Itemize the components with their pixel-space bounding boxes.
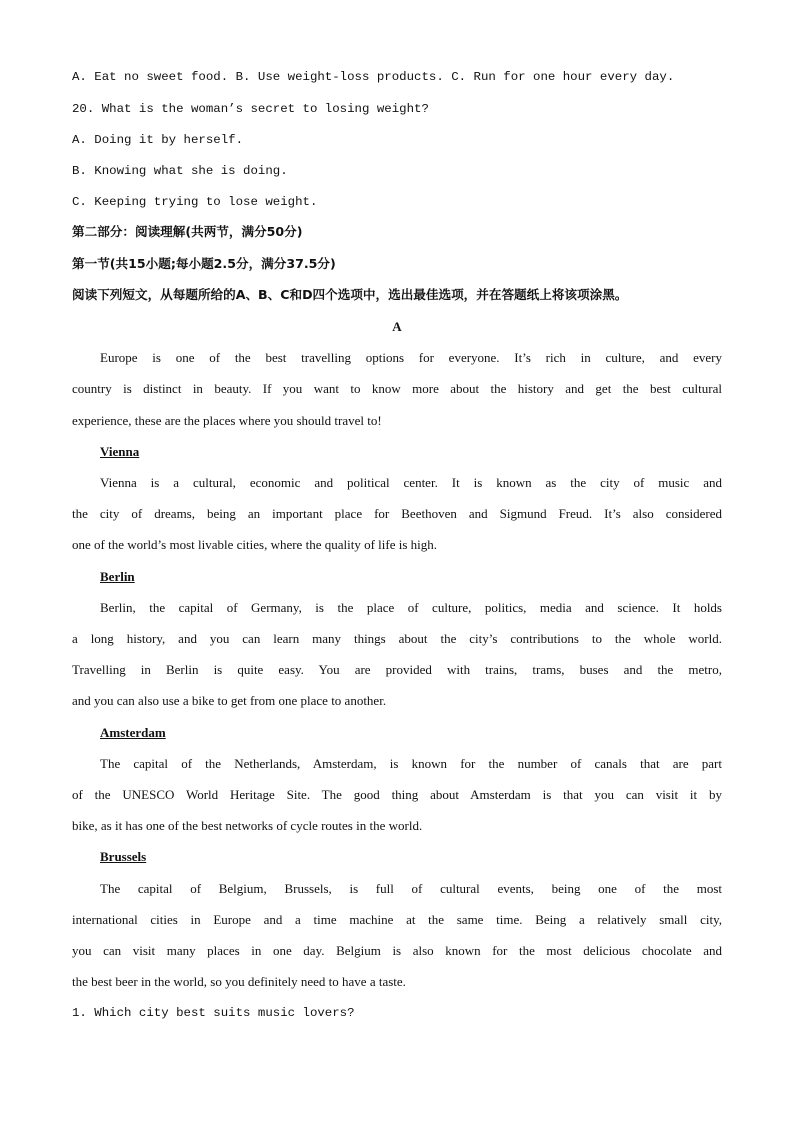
- section2-instruction: 阅读下列短文，从每题所给的A、B、C和D四个选项中，选出最佳选项，并在答题纸上将该项涂黑。: [72, 287, 628, 302]
- passage-label: A: [392, 319, 402, 334]
- brussels-line: The capital of Belgium, Brussels, is full of cultural events, being one of the most: [100, 881, 722, 896]
- q19-options: A. Eat no sweet food. B. Use weight-loss products. C. Run for one hour every day.: [72, 70, 675, 84]
- q20-option-c: C. Keeping trying to lose weight.: [72, 195, 318, 209]
- city-heading-amsterdam: Amsterdam: [100, 725, 166, 740]
- brussels-line: the best beer in the world, so you definitely need to have a taste.: [72, 974, 406, 989]
- berlin-line: a long history, and you can learn many things about the city’s contributions to the whole world.: [72, 631, 722, 646]
- city-heading-berlin: Berlin: [100, 569, 135, 584]
- vienna-line: one of the world’s most livable cities, where the quality of life is high.: [72, 537, 438, 552]
- section2-title: 第二部分：阅读理解(共两节，满分50分): [72, 224, 303, 239]
- q20-question: 20. What is the woman’s secret to losing weight?: [72, 102, 429, 116]
- berlin-line: and you can also use a bike to get from one place to another.: [72, 693, 387, 708]
- vienna-line: Vienna is a cultural, economic and political center. It is known as the city of music and: [100, 475, 722, 490]
- berlin-line: Berlin, the capital of Germany, is the place of culture, politics, media and science. It holds: [100, 600, 722, 615]
- q1-question: 1. Which city best suits music lovers?: [72, 1006, 355, 1020]
- q20-option-a: A. Doing it by herself.: [72, 133, 244, 147]
- section2-subtitle: 第一节(共15小题;每小题2.5分，满分37.5分): [72, 256, 336, 271]
- city-heading-brussels: Brussels: [100, 849, 147, 864]
- intro-line: experience, these are the places where you should travel to!: [72, 413, 382, 428]
- brussels-line: international cities in Europe and a time machine at the same time. Being a relatively small city,: [72, 912, 722, 927]
- q20-option-b: B. Knowing what she is doing.: [72, 164, 288, 178]
- intro-line: country is distinct in beauty. If you want to know more about the history and get the best cultural: [72, 381, 722, 396]
- vienna-line: the city of dreams, being an important place for Beethoven and Sigmund Freud. It’s also considered: [72, 506, 722, 521]
- brussels-line: you can visit many places in one day. Belgium is also known for the most delicious chocolate and: [72, 943, 722, 958]
- amsterdam-line: The capital of the Netherlands, Amsterdam, is known for the number of canals that are part: [100, 756, 722, 771]
- city-heading-vienna: Vienna: [100, 444, 140, 459]
- intro-line: Europe is one of the best travelling options for everyone. It’s rich in culture, and every: [100, 350, 722, 365]
- amsterdam-line: of the UNESCO World Heritage Site. The good thing about Amsterdam is that you can visit it by: [72, 787, 722, 802]
- amsterdam-line: bike, as it has one of the best networks of cycle routes in the world.: [72, 818, 423, 833]
- berlin-line: Travelling in Berlin is quite easy. You are provided with trains, trams, buses and the metro,: [72, 662, 722, 677]
